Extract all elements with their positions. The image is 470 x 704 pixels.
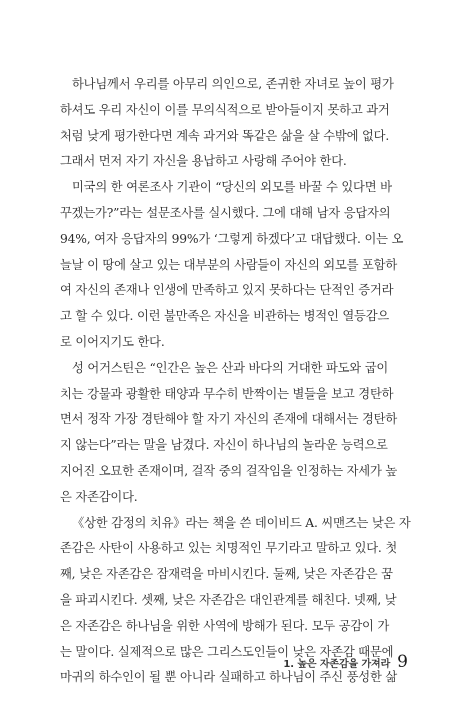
paragraph-4-line-4: 을 파괴시킨다. 셋째, 낮은 자존감은 대인관계를 해친다. 넷째, 낮 [60,592,397,607]
paragraph-4-line-6: 는 말이다. 실제적으로 많은 그리스도인들이 낮은 자존감 때문에 [60,644,394,659]
page-number: 9 [397,652,408,672]
paragraph-4-line-3: 째, 낮은 자존감은 잠재력을 마비시킨다. 둘째, 낮은 자존감은 꿈 [60,567,393,582]
paragraph-4-line-1: 《상한 감정의 치유》라는 책을 쓴 데이비드 A. 씨맨즈는 낮은 자 [72,515,411,530]
paragraph-3-line-6: 은 자존감이다. [60,489,138,504]
paragraph-2-line-2: 꾸겠는가?”라는 설문조사를 실시했다. 그에 대해 남자 응답자의 [60,205,391,220]
paragraph-4-line-5: 은 자존감은 하나님을 위한 사역에 방해가 된다. 모두 공감이 가 [60,618,390,633]
paragraph-2-line-5: 여 자신의 존재나 인생에 만족하고 있지 못하다는 단적인 증거라 [60,283,394,298]
paragraph-2-line-7: 로 이어지기도 한다. [60,334,165,349]
paragraph-3-line-4: 지 않는다”라는 말을 남겼다. 자신이 하나님의 놀라운 능력으로 [60,438,388,453]
paragraph-3-line-3: 면서 정작 가장 경탄해야 할 자기 자신의 존재에 대해서는 경탄하 [60,412,398,427]
paragraph-3-line-5: 지어진 오묘한 존재이며, 걸작 중의 걸작임을 인정하는 자세가 높 [60,463,398,478]
paragraph-2-line-4: 늘날 이 땅에 살고 있는 대부분의 사람들이 자신의 외모를 포함하 [60,257,398,272]
page-footer [283,652,408,672]
paragraph-2-line-6: 고 할 수 있다. 이런 불만족은 자신을 비관하는 병적인 열등감으 [60,309,390,324]
paragraph-3-line-1: 성 어거스틴은 “인간은 높은 산과 바다의 거대한 파도와 굽이 [72,360,389,375]
paragraph-3-line-2: 치는 강물과 광활한 태양과 무수히 반짝이는 별들을 보고 경탄하 [60,386,394,401]
paragraph-2-line-1: 미국의 한 여론조사 기관이 “당신의 외모를 바꿀 수 있다면 바 [72,180,392,195]
paragraph-1-line-3: 처럼 낮게 평가한다면 계속 과거와 똑같은 삶을 살 수밖에 없다. [60,128,390,143]
paragraph-1-line-2: 하셔도 우리 자신이 이를 무의식적으로 받아들이지 못하고 과거 [60,102,390,117]
paragraph-1-line-1: 하나님께서 우리를 아무리 의인으로, 존귀한 자녀로 높이 평가 [72,77,394,91]
paragraph-2-line-3: 94%, 여자 응답자의 99%가 ‘그렇게 하겠다’고 대답했다. 이는 오 [60,231,404,246]
paragraph-4-line-7: 마귀의 하수인이 될 뿐 아니라 실패하고 하나님이 주신 풍성한 삶 [60,670,398,685]
body-text [60,72,420,691]
paragraph-4-line-2: 존감은 사탄이 사용하고 있는 치명적인 무기라고 말하고 있다. 첫 [60,541,398,556]
paragraph-1-line-4: 그래서 먼저 자기 자신을 용납하고 사랑해 주어야 한다. [60,154,347,169]
running-chapter-title: 1. 높은 자존감을 가져라 [283,659,391,670]
